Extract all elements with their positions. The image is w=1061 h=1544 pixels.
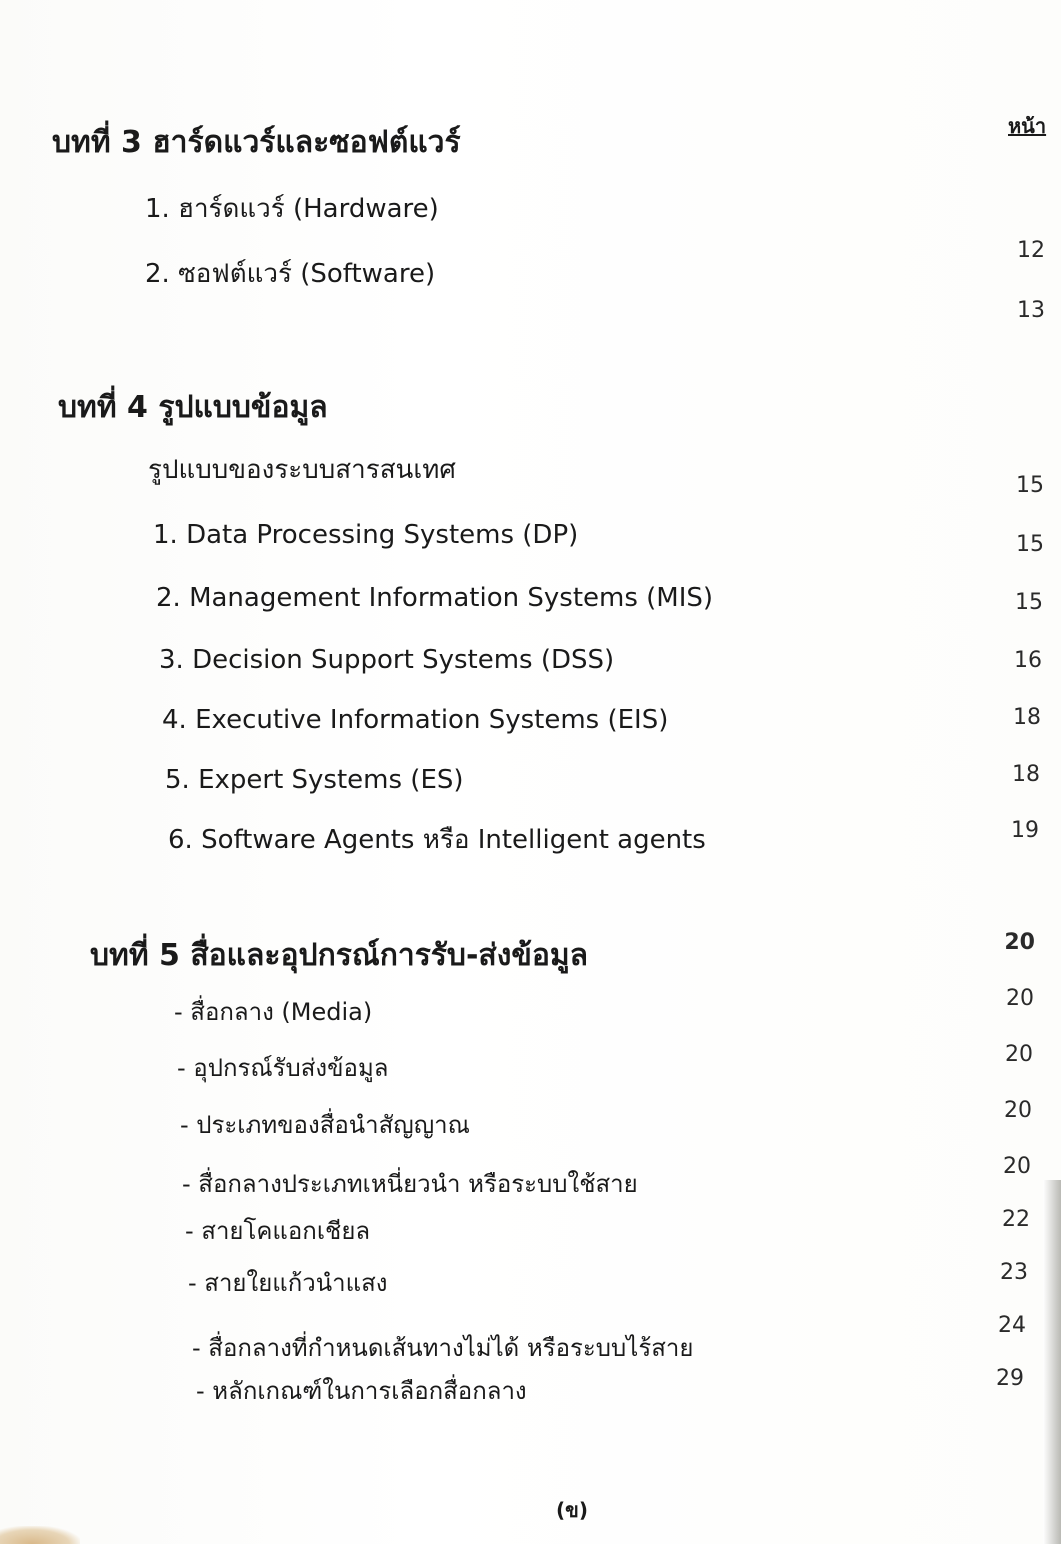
toc-page-number: 22: [1002, 1207, 1030, 1232]
toc-item: รูปแบบของระบบสารสนเทศ: [148, 455, 456, 485]
footer-page-number: (ข): [556, 1498, 588, 1522]
toc-item: 5. Expert Systems (ES): [165, 765, 464, 795]
toc-item: 2. ซอฟต์แวร์ (Software): [145, 259, 436, 289]
toc-page-number: 24: [998, 1313, 1026, 1338]
toc-page-number: 20: [1006, 986, 1034, 1011]
toc-page-number: 20: [1005, 1042, 1033, 1067]
toc-item: 6. Software Agents หรือ Intelligent agents: [168, 825, 706, 855]
toc-page-number: 29: [996, 1366, 1024, 1391]
toc-item: - อุปกรณ์รับส่งข้อมูล: [177, 1054, 389, 1082]
toc-page-number: 19: [1011, 818, 1039, 843]
toc-item: - สายใยแก้วนำแสง: [188, 1269, 388, 1297]
toc-item: - หลักเกณฑ์ในการเลือกสื่อกลาง: [196, 1377, 527, 1405]
toc-page-number: 12: [1017, 238, 1045, 263]
toc-page-number: 16: [1014, 648, 1042, 673]
toc-page-number: 20: [1003, 1154, 1031, 1179]
chapter-5-page-number: 20: [1004, 930, 1035, 955]
page-edge-shadow: [1043, 1180, 1061, 1544]
toc-item: 3. Decision Support Systems (DSS): [159, 645, 615, 675]
toc-page-number: 18: [1013, 705, 1041, 730]
page-column-header: หน้า: [1008, 114, 1047, 138]
toc-item: - สื่อกลางประเภทเหนี่ยวนำ หรือระบบใช้สาย: [182, 1170, 638, 1198]
toc-item: 1. Data Processing Systems (DP): [153, 520, 579, 550]
toc-page-number: 15: [1015, 590, 1043, 615]
toc-page-number: 13: [1017, 298, 1045, 323]
toc-page-number: 15: [1016, 532, 1044, 557]
toc-page-number: 20: [1004, 1098, 1032, 1123]
toc-item: 4. Executive Information Systems (EIS): [162, 705, 669, 735]
toc-item: - สายโคแอกเชียล: [185, 1217, 371, 1245]
toc-item: 1. ฮาร์ดแวร์ (Hardware): [145, 194, 439, 224]
page-corner-shadow: [0, 1526, 80, 1544]
toc-page-number: 15: [1016, 473, 1044, 498]
toc-item: - ประเภทของสื่อนำสัญญาณ: [180, 1111, 470, 1139]
toc-page-number: 23: [1000, 1260, 1028, 1285]
chapter-3-title: บทที่ 3 ฮาร์ดแวร์และซอฟต์แวร์: [52, 125, 461, 160]
toc-page-number: 18: [1012, 762, 1040, 787]
chapter-4-title: บทที่ 4 รูปแบบข้อมูล: [58, 390, 328, 425]
toc-item: 2. Management Information Systems (MIS): [156, 583, 714, 613]
toc-item: - สื่อกลางที่กำหนดเส้นทางไม่ได้ หรือระบบไร้สาย: [192, 1334, 694, 1362]
toc-item: - สื่อกลาง (Media): [174, 998, 373, 1026]
chapter-5-title: บทที่ 5 สื่อและอุปกรณ์การรับ-ส่งข้อมูล: [90, 938, 589, 973]
